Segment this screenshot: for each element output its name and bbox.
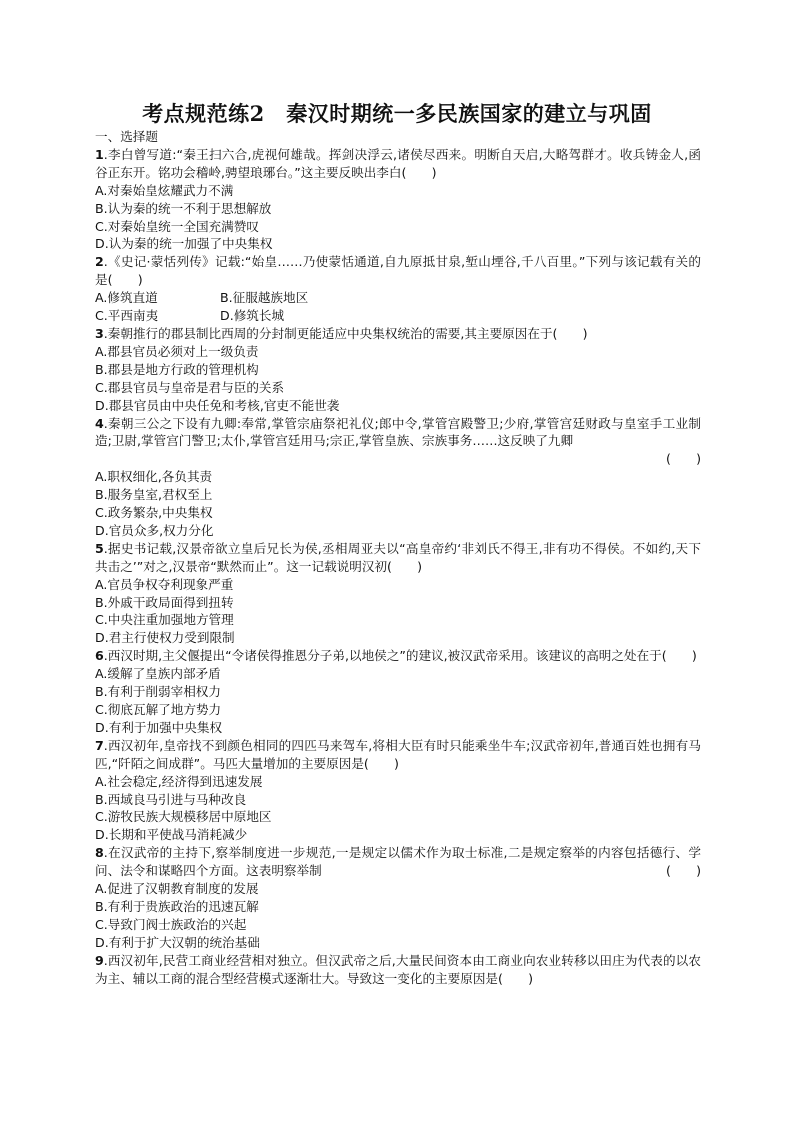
question-2 [95,253,701,325]
option-c: C.郡县官员与皇帝是君与臣的关系 [95,379,285,395]
question-number: 5 [95,540,104,556]
question-number: 6 [95,648,104,664]
option-a: A.官员争权夺利现象严重 [95,576,234,592]
option-c: C.导致门阀士族政治的兴起 [95,916,247,932]
question-stem: 7.西汉初年,皇帝找不到颜色相同的四匹马来驾车,将相大臣有时只能乘坐牛车;汉武帝初年,普通百姓也拥有马匹,“阡陌之间成群”。马匹大量增加的主要原因是( ) [95,737,701,771]
option-c: C.中央注重加强地方管理 [95,612,234,628]
option-b: B.有利于削弱宰相权力 [95,684,221,700]
option-b: B.西域良马引进与马种改良 [95,791,247,807]
answer-paren: ( ) [665,451,701,467]
question-number: 1 [95,146,104,162]
option-a: A.社会稳定,经济得到迅速发展 [95,773,263,789]
option-d: D.有利于加强中央集权 [95,719,223,735]
question-7 [95,737,701,844]
option-c: C.游牧民族大规模移居中原地区 [95,809,272,825]
option-c: C.对秦始皇统一全国充满赞叹 [95,218,259,234]
page-title: 考点规范练2 秦汉时期统一多民族国家的建立与巩固 [142,101,652,126]
option-a: A.职权细化,各负其责 [95,469,213,485]
question-number: 9 [95,952,104,968]
option-a: A.促进了汉朝教育制度的发展 [95,881,259,897]
question-number: 2 [95,254,104,270]
option-a: A.对秦始皇炫耀武力不满 [95,182,234,198]
option-d: D.君主行使权力受到限制 [95,630,235,646]
option-b: B.有利于贵族政治的迅速瓦解 [95,898,259,914]
question-9 [95,952,701,988]
option-c: C.政务繁杂,中央集权 [95,505,213,521]
option-a: A.修筑直道 [95,290,158,306]
question-stem: 4.秦朝三公之下设有九卿:奉常,掌管宗庙祭祀礼仪;郎中令,掌管宫殿警卫;少府,掌管宫廷财政与皇室手工业制造;卫尉,掌管宫门警卫;太仆,掌管宫廷用马;宗正,掌管皇族、宗族事务……这反映了九卿 [95,415,701,449]
option-d: D.有利于扩大汉朝的统治基础 [95,934,260,950]
question-stem: 8.在汉武帝的主持下,察举制度进一步规范,一是规定以儒术作为取士标准,二是规定察举的内容包括德行、学问、法令和谋略四个方面。这表明察举制 ( ) [95,845,701,879]
question-5 [95,540,701,647]
option-d: D.官员众多,权力分化 [95,522,214,538]
option-a: A.郡县官员必须对上一级负责 [95,343,259,359]
option-a: A.缓解了皇族内部矛盾 [95,666,221,682]
option-b: B.外戚干政局面得到扭转 [95,594,234,610]
question-6 [95,647,701,737]
question-stem: 1.李白曾写道:“秦王扫六合,虎视何雄哉。挥剑决浮云,诸侯尽西来。明断自天启,大略驾群才。收兵铸金人,函谷正东开。铭功会稽岭,骋望琅琊台。”这主要反映出李白( ) [95,146,701,180]
section-heading: 一、选择题 [95,129,158,144]
option-d: D.认为秦的统一加强了中央集权 [95,236,273,252]
option-d: D.修筑长城 [220,308,285,324]
option-c: C.彻底瓦解了地方势力 [95,702,222,717]
option-c: C.平西南夷 [95,308,159,324]
question-1 [95,146,701,253]
option-b: B.征服越族地区 [220,290,309,306]
option-b: B.郡县是地方行政的管理机构 [95,361,259,377]
option-d: D.郡县官员由中央任免和考核,官吏不能世袭 [95,397,340,413]
question-number: 3 [95,325,104,341]
question-list [95,128,701,988]
option-b: B.认为秦的统一不利于思想解放 [95,200,272,216]
question-4 [95,415,701,540]
question-stem: 2.《史记·蒙恬列传》记载:“始皇……乃使蒙恬通道,自九原抵甘泉,堑山堙谷,千八百里。”下列与该记载有关的是( ) [95,254,701,288]
question-3 [95,325,701,415]
answer-paren: ( ) [665,863,701,879]
question-stem: 5.据史书记载,汉景帝欲立皇后兄长为侯,丞相周亚夫以“高皇帝约‘非刘氏不得王,非有功不得侯。不如约,天下共击之’”对之,汉景帝“默然而止”。这一记载说明汉初( ) [95,540,701,574]
option-d: D.长期和平使战马消耗减少 [95,827,248,843]
question-number: 7 [95,737,104,753]
option-b: B.服务皇室,君权至上 [95,487,213,503]
question-stem: 3.秦朝推行的郡县制比西周的分封制更能适应中央集权统治的需要,其主要原因在于( ) [95,325,588,341]
question-8 [95,844,701,951]
question-stem: 6.西汉时期,主父偃提出“令诸侯得推恩分子弟,以地侯之”的建议,被汉武帝采用。该建议的高明之处在于( ) [95,648,697,664]
question-number: 8 [95,845,104,861]
question-stem: 9.西汉初年,民营工商业经营相对独立。但汉武帝之后,大量民间资本由工商业向农业转移以田庄为代表的以农为主、辅以工商的混合型经营模式逐渐壮大。导致这一变化的主要原因是( ) [95,952,701,986]
option-grid [95,289,701,325]
question-number: 4 [95,415,104,431]
